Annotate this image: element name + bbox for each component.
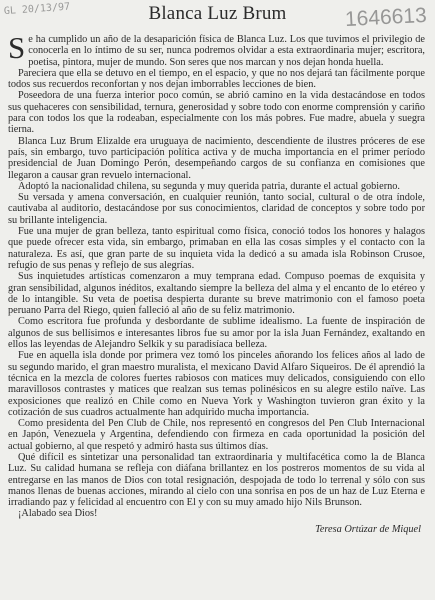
article-body bbox=[8, 30, 425, 535]
article-paragraph-1: Se ha cumplido un año de la desaparición física de Blanca Luz. Los que tuvimos el privilegio de conocerla en lo íntimo de su ser, nunca podremos olvidar a esta extraordinaria mujer; escritora, poetisa, pintora, mujer de mundo. Son seres que nos marcan y nos dejan honda huella. bbox=[8, 30, 425, 68]
article-paragraph-3: Poseedora de una fuerza interior poco común, se abrió camino en la vida destacándose en todos sus quehaceres con sensibilidad, ternura, generosidad y sobre todo con enorme comprensión y cariño para con todos los que la rodeaban, especialmente con los más pobres. Fue madre, abuela y suegra tierna. bbox=[8, 90, 425, 136]
article-paragraph-5: Adoptó la nacionalidad chilena, su segunda y muy querida patria, durante el actual gobierno. bbox=[18, 180, 401, 192]
article-title: Blanca Luz Brum bbox=[148, 3, 287, 24]
archive-date-stamp: GL 20/13/97 bbox=[3, 1, 71, 18]
article-paragraph-12: Qué difícil es sintetizar una personalidad tan extraordinaria y multifacética como la de Blanca Luz. Su calidad humana se refleja con diáfana brillantez en los postreros momentos de su vida al entregarse en las manos de Dios con total resignación, despojada de todo lo terrenal y sólo con sus manos llenas de buenas acciones, mirando al cielo con una sonrisa en pos de un haz de Luz Eterna e irradiando paz y felicidad al encuentro con El y con su muy amado hijo Nils Brunson. bbox=[8, 451, 425, 509]
article-paragraph-8: Sus inquietudes artísticas comenzaron a muy temprana edad. Compuso poemas de exquisita y gran sensibilidad, algunos inéditos, exaltando siempre la belleza del alma y el encanto de lo etéreo y de lo intangible. Su veta de poetisa despierta durante su breve matrimonio con el famoso poeta peruano Parra del Riego, quien falleció al año de su feliz matrimonio. bbox=[8, 271, 425, 317]
article-paragraph-9: Como escritora fue profunda y desbordante de sublime idealismo. La fuente de inspiración de algunos de sus bellísimos e interesantes libros fue su amor por la isla Juan Fernández, exaltando en ellos las leyendas de Alejandro Selkik y su paradisíaca belleza. bbox=[8, 316, 425, 351]
archive-id-stamp: 1646613 bbox=[344, 3, 428, 32]
author-signature: Teresa Ortúzar de Miquel bbox=[315, 523, 421, 535]
article-paragraph-13: ¡Alabado sea Dios! bbox=[18, 508, 98, 520]
article-paragraph-6: Su versada y amena conversación, en cualquier reunión, tanto social, cultural o de otra índole, cautivaba al auditorio, destacándose por sus conocimientos, claridad de conceptos y sobre todo por su brillante inteligencia. bbox=[8, 192, 425, 226]
article-paragraph-7: Fue una mujer de gran belleza, tanto espiritual como física, conoció todos los honores y halagos que puede ofrecer esta vida, sin embargo, primaban en ella las cosas simples y el contacto con la naturaleza. Es así, que gran parte de su inquieta vida la dedicó a su amada isla Robinson Crusoe, refugio de sus penas y reflejo de sus alegrías. bbox=[8, 226, 425, 271]
article-paragraph-10: Fue en aquella isla donde por primera vez tomó los pinceles añorando los felices años al lado de su segundo marido, el gran maestro muralista, el mexicano David Alfaro Siqueiros. De él aprendió la técnica en la mezcla de colores fuertes rabiosos con matices muy delicados, consiguiendo con ello maravillosos contrastes y matices que realzan sus temas polinésicos en su alegre estilo naïve. Las exposiciones que realizó en Chile como en Nueva York y Washington tuvieron gran éxito y la cotización de sus cuadros actualmente han adquirido mucha importancia. bbox=[8, 350, 425, 418]
article-paragraph-4: Blanca Luz Brum Elizalde era uruguaya de nacimiento, descendiente de ilustres próceres de ese país, sin embargo, tuvo participación política activa y de mucha importancia en el primer período presidencial de Juan Domingo Perón, desempeñando cargos de su confianza en comisiones que llegaron a causar gran revuelo internacional. bbox=[8, 135, 425, 181]
drop-cap: S bbox=[8, 30, 26, 65]
article-paragraph-2: Pareciera que ella se detuvo en el tiempo, en el espacio, y que no nos dejará tan fácilmente porque todos sus recuerdos reconfortan y nos dejan imborrables lecciones de bien. bbox=[8, 67, 425, 91]
article-paragraph-11: Como presidenta del Pen Club de Chile, nos representó en congresos del Pen Club Internacional en Japón, Venezuela y Argentina, defendiendo con firmeza en cada oportunidad la posición del actual gobierno, al que respetó y admiró hasta sus últimos días. bbox=[8, 418, 425, 452]
